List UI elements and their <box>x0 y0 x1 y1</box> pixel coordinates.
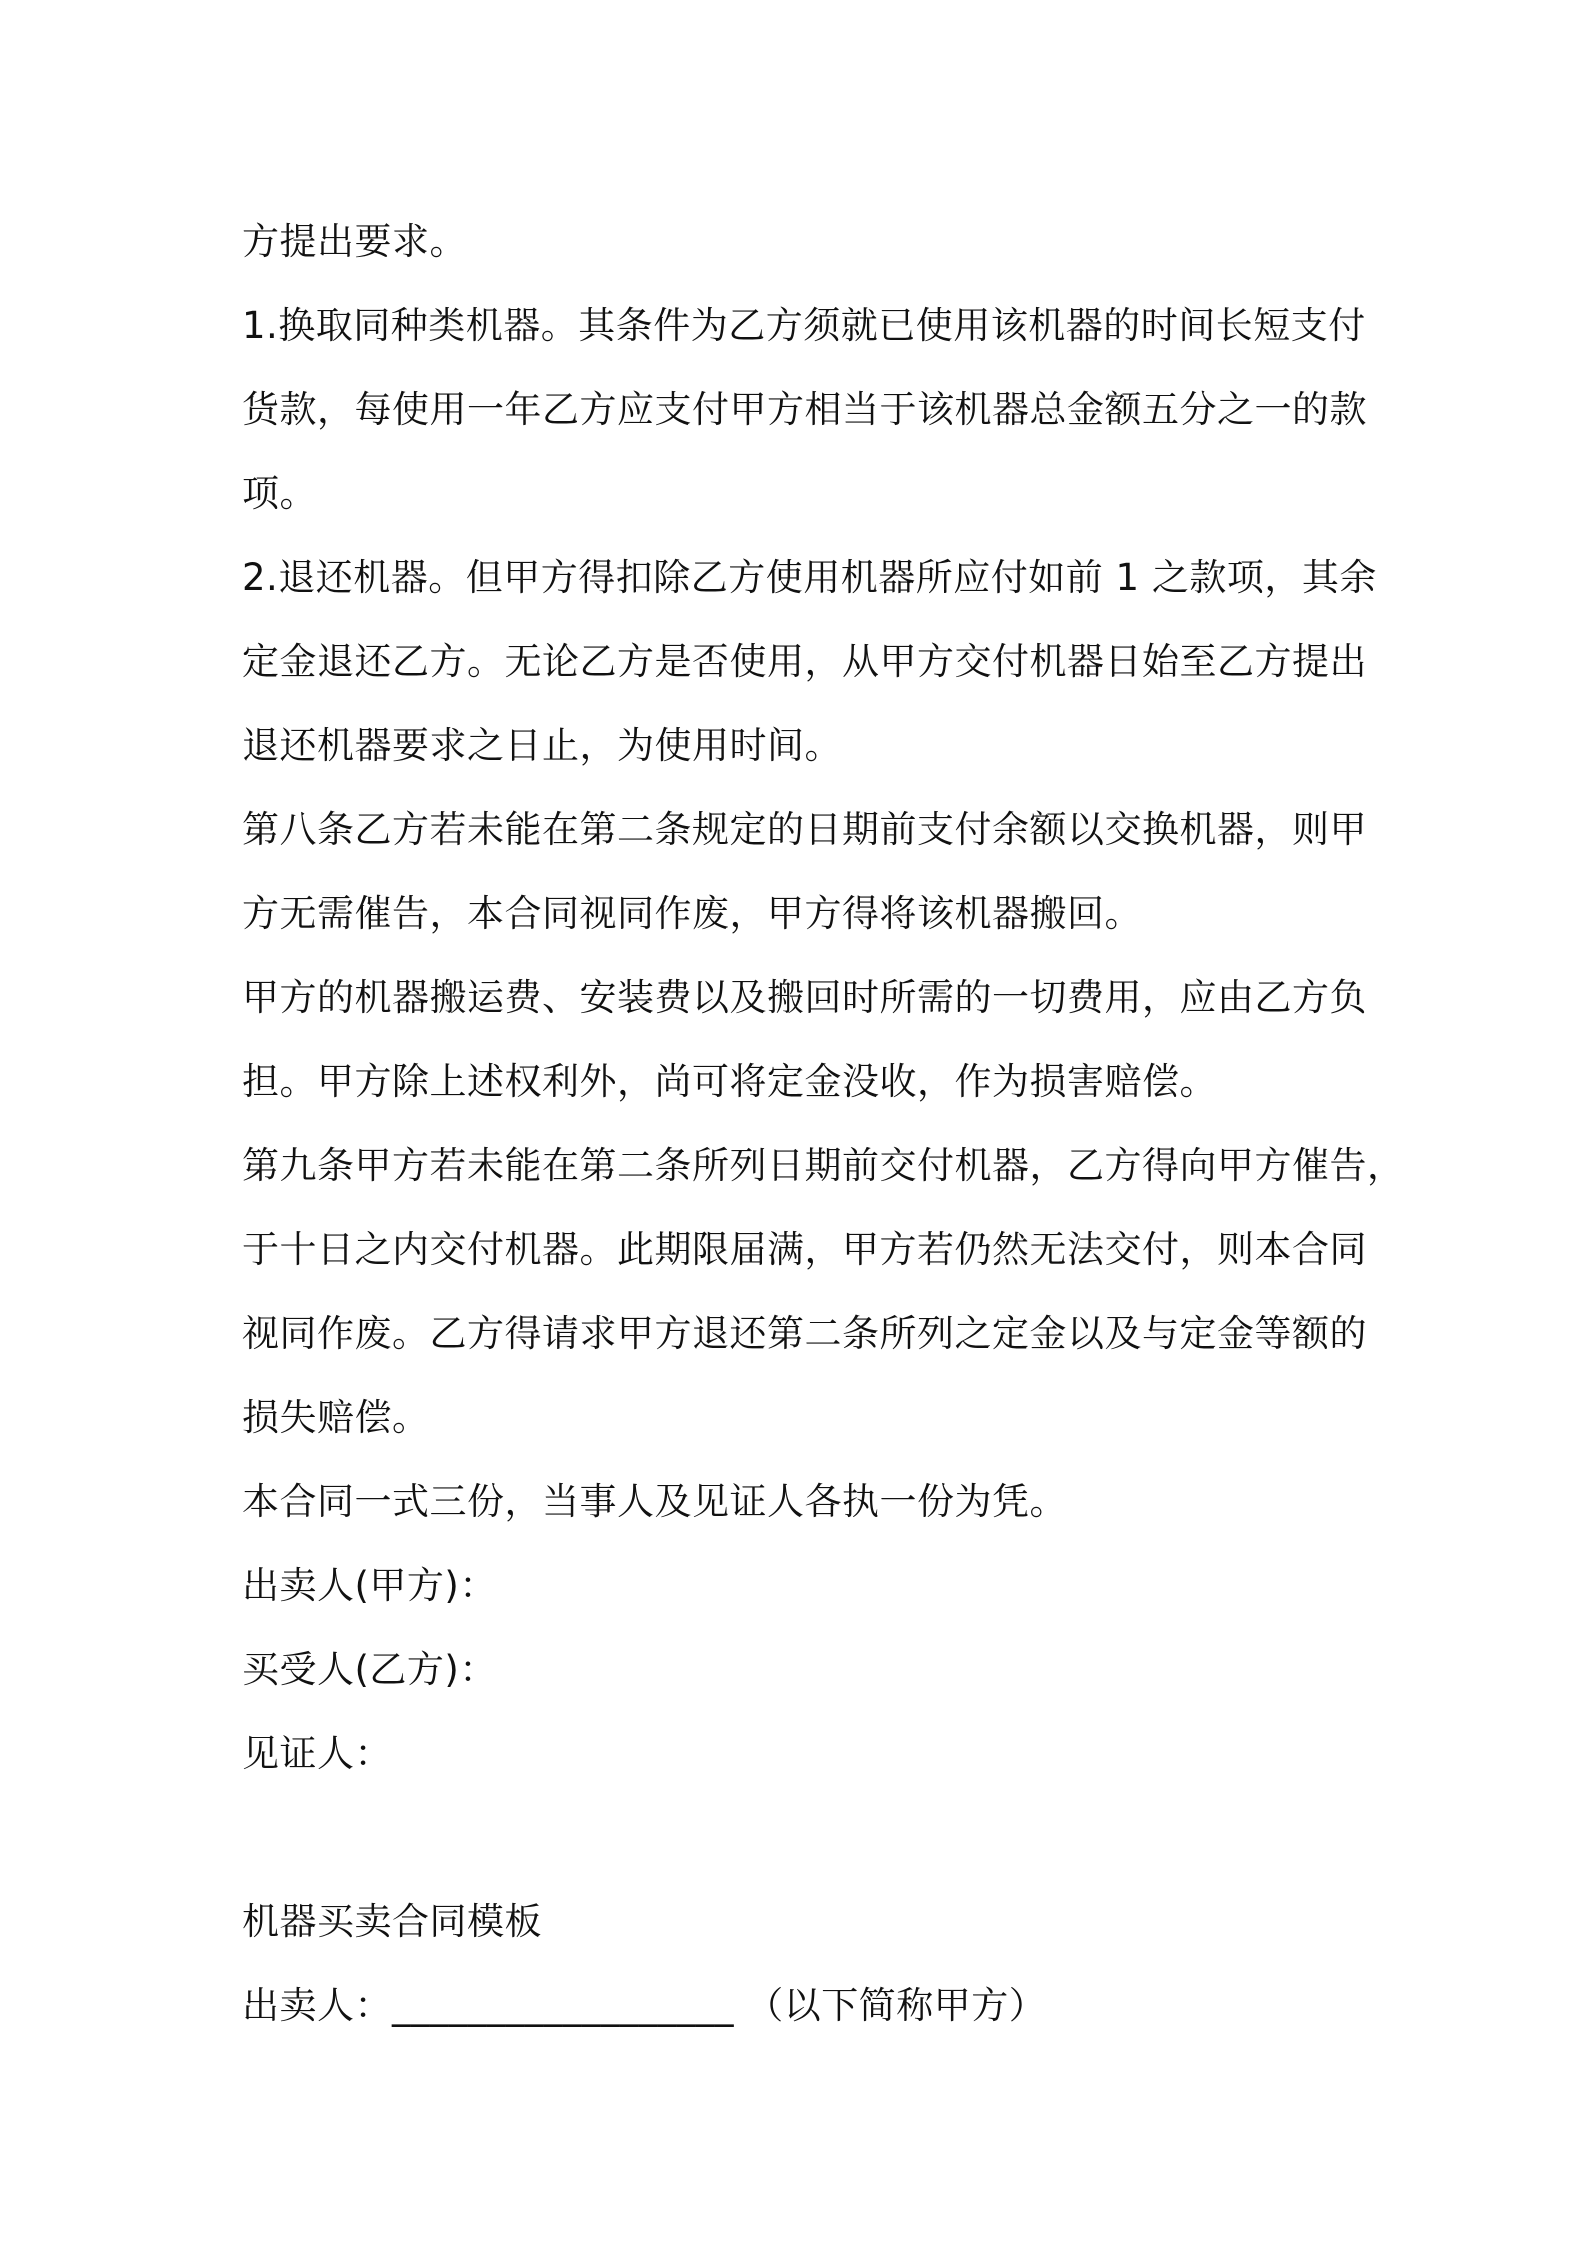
text-line: 1.换取同种类机器。其条件为乙方须就已使用该机器的时间长短支付 <box>242 304 1366 347</box>
paragraph-gap <box>242 1796 1382 1880</box>
text-line: 定金退还乙方。无论乙方是否使用，从甲方交付机器日始至乙方提出 <box>242 640 1367 683</box>
text-line: 甲方的机器搬运费、安装费以及搬回时所需的一切费用，应由乙方负 <box>242 976 1367 1019</box>
text-line: 视同作废。乙方得请求甲方退还第二条所列之定金以及与定金等额的 <box>242 1312 1367 1355</box>
text-line: 担。甲方除上述权利外，尚可将定金没收，作为损害赔偿。 <box>242 1060 1217 1103</box>
text-line: 损失赔偿。 <box>242 1396 430 1439</box>
text-line: 本合同一式三份，当事人及见证人各执一份为凭。 <box>242 1480 1067 1523</box>
buyer-signature-label: 买受人(乙方)： <box>242 1648 497 1691</box>
text-line: 退还机器要求之日止，为使用时间。 <box>242 724 842 767</box>
witness-signature-label: 见证人： <box>242 1732 392 1775</box>
next-contract-seller-line: 出卖人：__________________ （以下简称甲方） <box>242 1984 1047 2027</box>
text-line: 第八条乙方若未能在第二条规定的日期前支付余额以交换机器，则甲 <box>242 808 1367 851</box>
text-line: 项。 <box>242 472 317 515</box>
text-line: 第九条甲方若未能在第二条所列日期前交付机器，乙方得向甲方催告， <box>242 1144 1405 1187</box>
text-line: 2.退还机器。但甲方得扣除乙方使用机器所应付如前 1 之款项，其余 <box>242 556 1377 599</box>
text-line: 方提出要求。 <box>242 220 467 263</box>
text-line: 货款，每使用一年乙方应支付甲方相当于该机器总金额五分之一的款 <box>242 388 1367 431</box>
seller-signature-label: 出卖人(甲方)： <box>242 1564 497 1607</box>
next-contract-title: 机器买卖合同模板 <box>242 1900 542 1943</box>
document-page <box>242 200 1405 2048</box>
text-line: 方无需催告，本合同视同作废，甲方得将该机器搬回。 <box>242 892 1142 935</box>
text-line: 于十日之内交付机器。此期限届满，甲方若仍然无法交付，则本合同 <box>242 1228 1367 1271</box>
